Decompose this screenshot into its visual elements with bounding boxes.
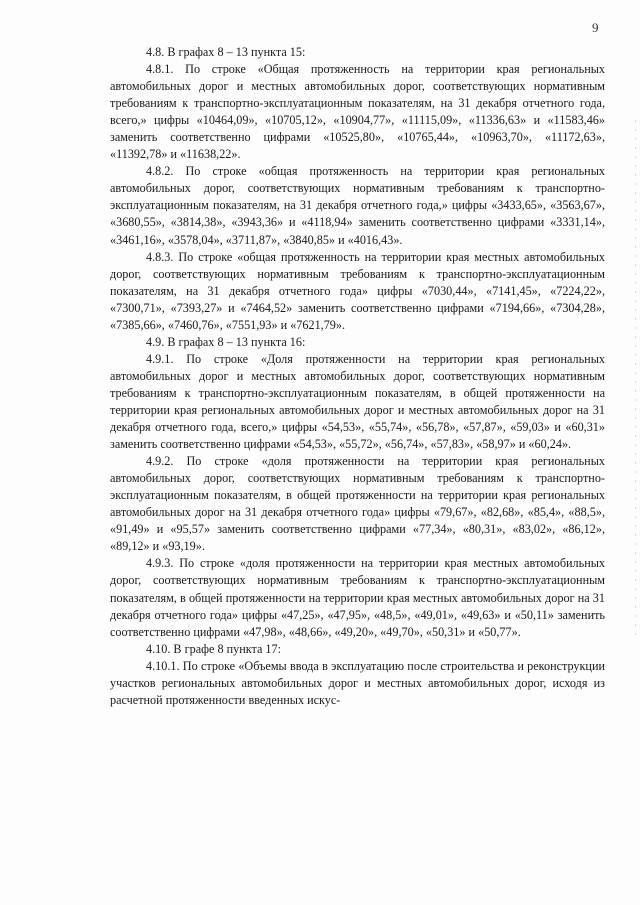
page-number: 9: [592, 20, 599, 35]
section-4-9-heading: 4.9. В графах 8 – 13 пункта 16:: [146, 334, 306, 349]
scan-edge-artifact: [635, 120, 636, 640]
section-4-10-heading: 4.10. В графе 8 пункта 17:: [146, 641, 281, 656]
section-4-8-heading: 4.8. В графах 8 – 13 пункта 15:: [146, 45, 306, 59]
paragraph-4-8-3: 4.8.3. По строке «общая протяженность на территории края местных автомобильных дорог, соответствующих нормативным требованиям к транспортно-эксплуатационным показателям, на 31 декабря отчетного года» цифры «7030,44», «7141,45», «7224,22», «7300,71», «7393,27» и «7464,52» заменить соответственно цифрами «7194,66», «7304,28», «7385,66», «7460,76», «7551,93» и «7621,79».: [110, 249, 605, 332]
document-body: [110, 44, 605, 709]
paragraph-4-9-3: 4.9.3. По строке «доля протяженности на территории края местных автомобильных дорог, соответствующих нормативным требованиям к транспортно-эксплуатационным показателям, в общей протяженности на территории края местных автомобильных дорог на 31 декабря отчетного года» цифры «47,25», «47,95», «48,5», «49,01», «49,63» и «50,11» заменить соответственно цифрами «47,98», «48,66», «49,20», «49,70», «50,31» и «50,77».: [110, 556, 605, 639]
paragraph-4-9-1: 4.9.1. По строке «Доля протяженности на территории края региональных автомобильных дорог и местных автомобильных дорог, соответствующих нормативным требованиям к транспортно-эксплуатационным показателям, в общей протяженности на территории края региональных автомобильных дорог и местных автомобильных дорог на 31 декабря отчетного года, всего,» цифры «54,53», «55,74», «56,78», «57,87», «59,03» и «60,31» заменить соответственно цифрами «54,53», «55,72», «56,74», «57,83», «58,97» и «60,24».: [110, 351, 605, 452]
paragraph-4-10-1: 4.10.1. По строке «Объемы ввода в эксплуатацию после строительства и реконструкции участков региональных автомобильных дорог и местных автомобильных дорог, исходя из расчетной протяженности введенных искус-: [110, 658, 605, 707]
paragraph-4-8-2: 4.8.2. По строке «общая протяженность на территории края региональных автомобильных дорог, соответствующих нормативным требованиям к транспортно-эксплуатационным показателям, на 31 декабря отчетного года,» цифры «3433,65», «3563,67», «3680,55», «3814,38», «3943,36» и «4118,94» заменить соответственно цифрами «3331,14», «3461,16», «3578,04», «3711,87», «3840,85» и «4016,43».: [110, 164, 605, 247]
paragraph-4-9-2: 4.9.2. По строке «доля протяженности на территории края региональных автомобильных дорог, соответствующих нормативным требованиям к транспортно-эксплуатационным показателям, в общей протяженности на территории края региональных автомобильных дорог на 31 декабря отчетного года» цифры «79,67», «82,68», «85,4», «88,5», «91,49» и «95,57» заменить соответственно цифрами «77,34», «80,31», «83,02», «86,12», «89,12» и «93,19».: [110, 454, 605, 554]
paragraph-4-8-1: 4.8.1. По строке «Общая протяженность на территории края региональных автомобильных дорог и местных автомобильных дорог, соответствующих нормативным требованиям к транспортно-эксплуатационным показателям, на 31 декабря отчетного года, всего,» цифры «10464,09», «10705,12», «10904,77», «11115,09», «11336,63» и «11583,46» заменить соответственно цифрами «10525,80», «10765,44», «10963,70», «11172,63», «11392,78» и «11638,22».: [110, 62, 605, 162]
